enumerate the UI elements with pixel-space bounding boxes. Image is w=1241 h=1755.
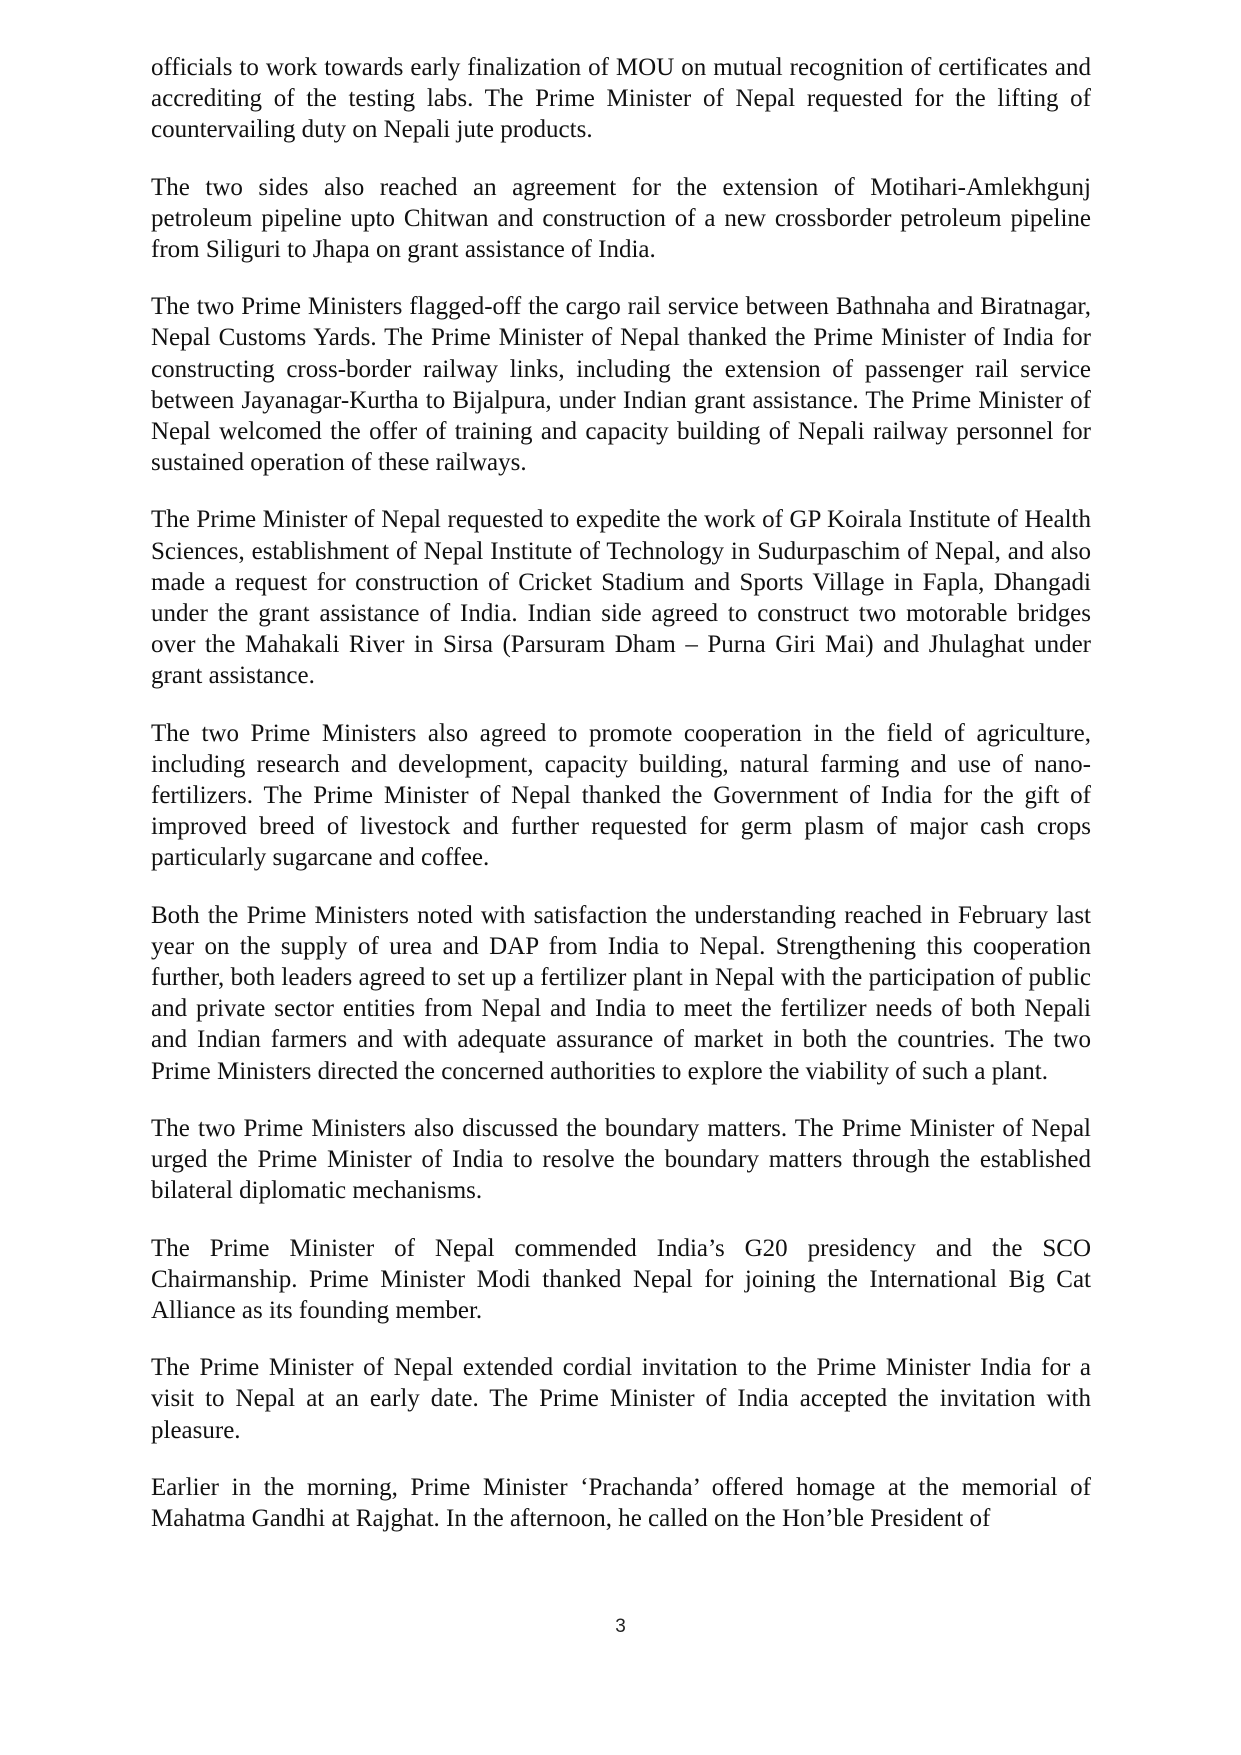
paragraph-health-institutes: The Prime Minister of Nepal requested to expedite the work of GP Koirala Institute of Health Sciences, establishment of Nepal Institute of Technology in Sudurpaschim of Nepal, and also made a request for construction of Cricket Stadium and Sports Village in Fapla, Dhangadi under the grant assistance of India. Indian side agreed to construct two motorable bridges over the Mahakali River in Sirsa (Parsuram Dham – Purna Giri Mai) and Jhulaghat under grant assistance. [151, 506, 1091, 690]
paragraph-boundary: The two Prime Ministers also discussed the boundary matters. The Prime Minister of Nepal urged the Prime Minister of India to resolve the boundary matters through the established bilateral diplomatic mechanisms. [151, 1114, 1091, 1205]
paragraph-petroleum-pipeline: The two sides also reached an agreement for the extension of Motihari-Amlekhgunj petroleum pipeline upto Chitwan and construction of a new crossborder petroleum pipeline from Siliguri to Jhapa on grant assistance of India. [151, 173, 1091, 264]
paragraph-rajghat: Earlier in the morning, Prime Minister ‘Prachanda’ offered homage at the memorial of Mahatma Gandhi at Rajghat. In the afternoon, he called on the Hon’ble President of [151, 1473, 1091, 1532]
paragraph-cargo-rail: The two Prime Ministers flagged-off the cargo rail service between Bathnaha and Biratnagar, Nepal Customs Yards. The Prime Minister of Nepal thanked the Prime Minister of India for constructing cross-border railway links, including the extension of passenger rail service between Jayanagar-Kurtha to Bijalpura, under Indian grant assistance. The Prime Minister of Nepal welcomed the offer of training and capacity building of Nepali railway personnel for sustained operation of these railways. [151, 293, 1091, 477]
paragraph-mou-certificates: officials to work towards early finalization of MOU on mutual recognition of certificates and accrediting of the testing labs. The Prime Minister of Nepal requested for the lifting of countervailing duty on Nepali jute products. [151, 54, 1091, 144]
paragraph-g20: The Prime Minister of Nepal commended India’s G20 presidency and the SCO Chairmanship. Prime Minister Modi thanked Nepal for joining the International Big Cat Alliance as its founding member. [151, 1234, 1091, 1324]
paragraph-fertilizer: Both the Prime Ministers noted with satisfaction the understanding reached in February last year on the supply of urea and DAP from India to Nepal. Strengthening this cooperation further, both leaders agreed to set up a fertilizer plant in Nepal with the participation of public and private sector entities from Nepal and India to meet the fertilizer needs of both Nepali and Indian farmers and with adequate assurance of market in both the countries. The two Prime Ministers directed the concerned authorities to explore the viability of such a plant. [151, 901, 1091, 1085]
page-number: 3 [615, 1616, 626, 1637]
document-body [151, 52, 1091, 1560]
paragraph-invitation: The Prime Minister of Nepal extended cordial invitation to the Prime Minister India for a visit to Nepal at an early date. The Prime Minister of India accepted the invitation with pleasure. [151, 1354, 1091, 1444]
paragraph-agriculture: The two Prime Ministers also agreed to promote cooperation in the field of agriculture, including research and development, capacity building, natural farming and use of nano-fertilizers. The Prime Minister of Nepal thanked the Government of India for the gift of improved breed of livestock and further requested for germ plasm of major cash crops particularly sugarcane and coffee. [151, 719, 1091, 872]
